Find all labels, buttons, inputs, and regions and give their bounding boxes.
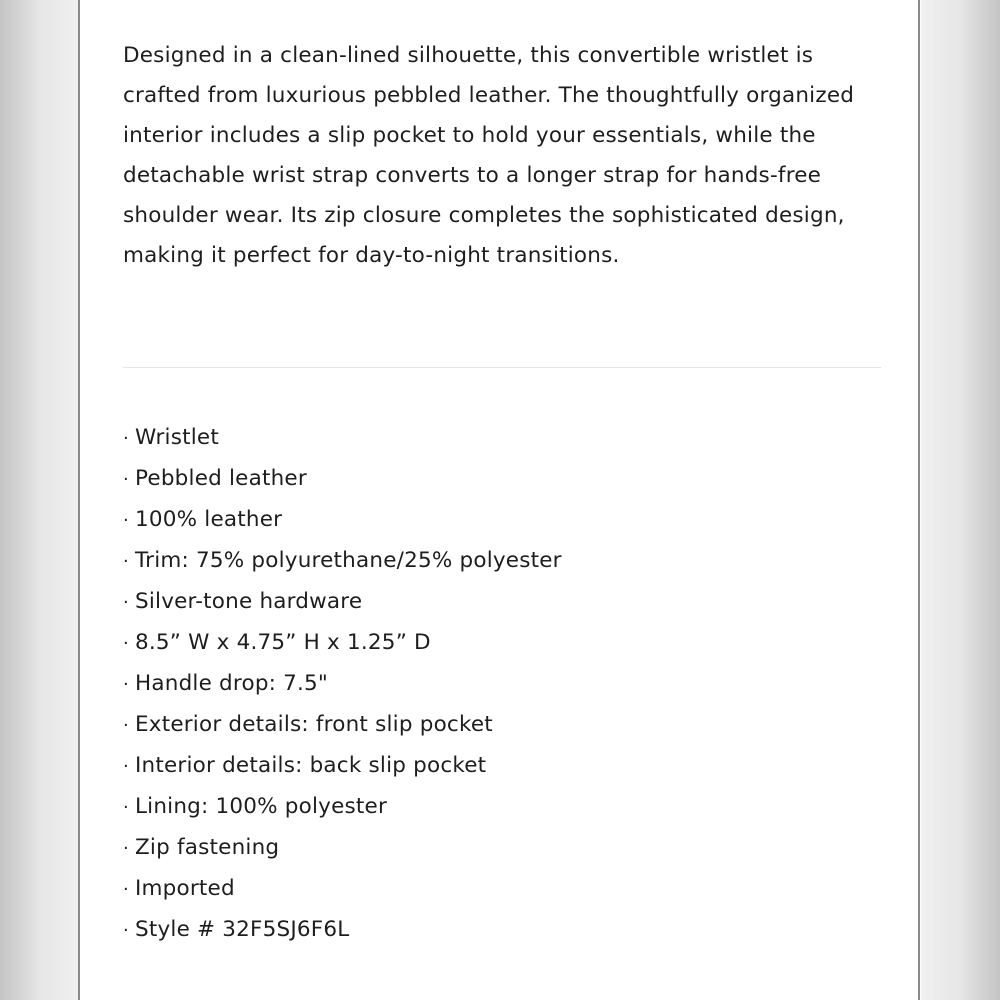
- detail-item-imported: [123, 869, 562, 910]
- detail-item-wristlet: [123, 418, 562, 459]
- product-description: Designed in a clean-lined silhouette, this convertible wristlet is crafted from luxurious pebbled leather. The thoughtfully organized interior includes a slip pocket to hold your essentials, while the detachable wrist strap converts to a longer strap for hands-free shoulder wear. Its zip closure completes the sophisticated design, making it perfect for day-to-night transitions.: [123, 43, 855, 268]
- bullet-icon: ·: [123, 551, 129, 572]
- detail-text: Interior details: back slip pocket: [135, 753, 487, 778]
- bullet-icon: ·: [123, 633, 129, 654]
- detail-item-exterior: [123, 705, 562, 746]
- detail-text: 100% leather: [135, 507, 283, 532]
- bullet-icon: ·: [123, 797, 129, 818]
- detail-text: Imported: [135, 876, 235, 901]
- detail-item-pebbled-leather: [123, 459, 562, 500]
- detail-text: Wristlet: [135, 425, 219, 450]
- detail-text: Zip fastening: [135, 835, 280, 860]
- bullet-icon: ·: [123, 674, 129, 695]
- detail-text: Style # 32F5SJ6F6L: [135, 917, 350, 942]
- detail-item-handle-drop: [123, 664, 562, 705]
- bullet-icon: ·: [123, 715, 129, 736]
- bullet-icon: ·: [123, 838, 129, 859]
- product-details-card: [78, 0, 920, 1000]
- detail-text: Silver-tone hardware: [135, 589, 363, 614]
- detail-text: Lining: 100% polyester: [135, 794, 388, 819]
- detail-text: Exterior details: front slip pocket: [135, 712, 493, 737]
- detail-text: 8.5” W x 4.75” H x 1.25” D: [135, 630, 431, 655]
- detail-item-style-number: [123, 910, 562, 951]
- bullet-icon: ·: [123, 592, 129, 613]
- detail-text: Trim: 75% polyurethane/25% polyester: [135, 548, 562, 573]
- detail-item-fastening: [123, 828, 562, 869]
- detail-item-hardware: [123, 582, 562, 623]
- detail-text: Handle drop: 7.5": [135, 671, 329, 696]
- detail-item-lining: [123, 787, 562, 828]
- detail-item-trim: [123, 541, 562, 582]
- bullet-icon: ·: [123, 428, 129, 449]
- bullet-icon: ·: [123, 756, 129, 777]
- bullet-icon: ·: [123, 920, 129, 941]
- detail-item-material: [123, 500, 562, 541]
- detail-item-interior: [123, 746, 562, 787]
- detail-text: Pebbled leather: [135, 466, 307, 491]
- bullet-icon: ·: [123, 510, 129, 531]
- bullet-icon: ·: [123, 879, 129, 900]
- bullet-icon: ·: [123, 469, 129, 490]
- section-divider: [123, 367, 881, 368]
- detail-item-dimensions: [123, 623, 562, 664]
- product-details-list: [123, 418, 562, 951]
